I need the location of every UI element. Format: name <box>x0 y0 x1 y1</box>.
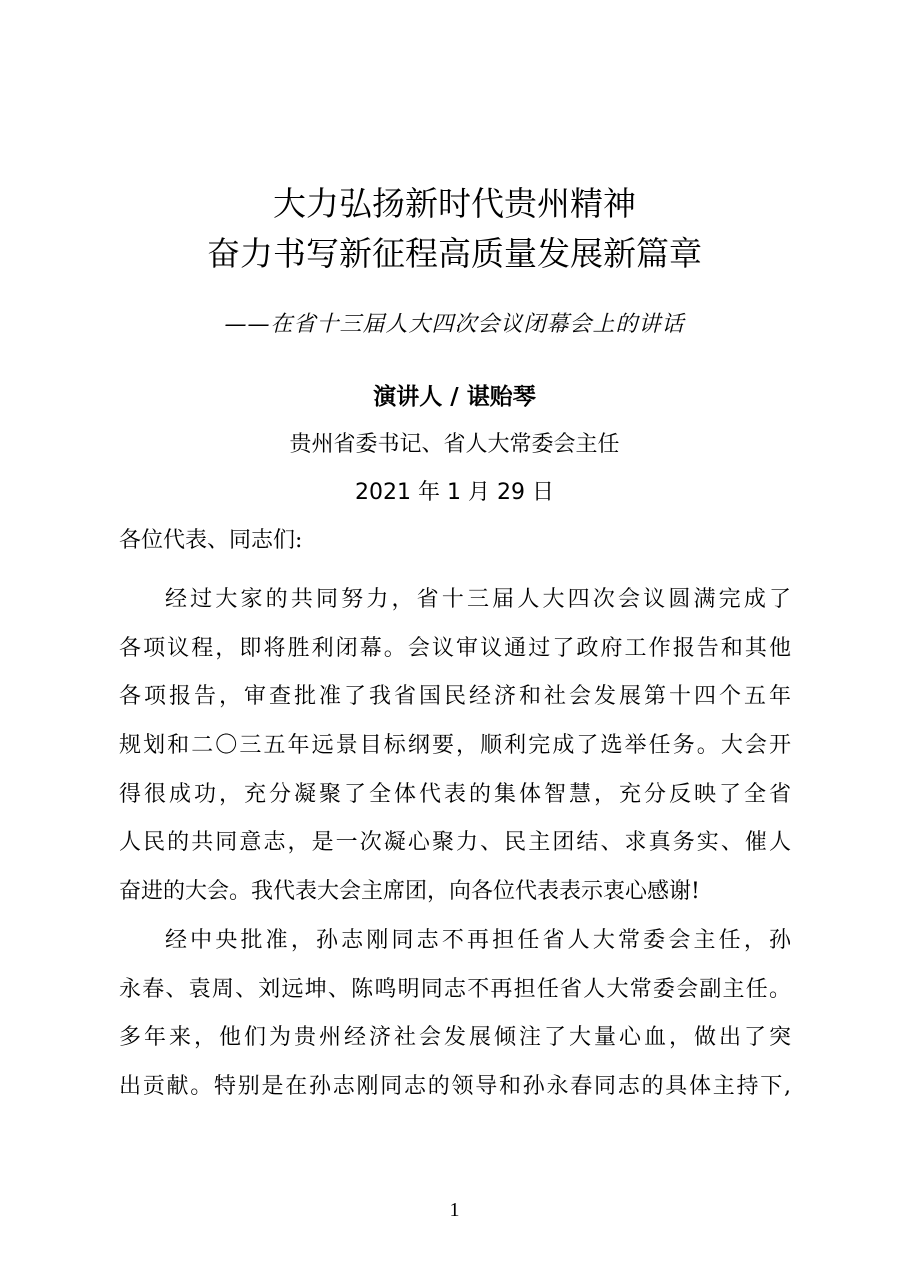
paragraph-line: 得很成功，充分凝聚了全体代表的集体智慧，充分反映了全省 <box>119 781 791 807</box>
paragraph-line: 奋进的大会。我代表大会主席团，向各位代表表示衷心感谢! <box>119 879 700 905</box>
speaker-position: 贵州省委书记、省人大常委会主任 <box>289 432 620 457</box>
paragraph-line: 永春、袁周、刘远坤、陈鸣明同志不再担任省人大常委会副主任。 <box>119 976 791 1002</box>
paragraph-line: 各项议程，即将胜利闭幕。会议审议通过了政府工作报告和其他 <box>119 635 791 661</box>
subtitle: ——在省十三届人大四次会议闭幕会上的讲话 <box>224 312 685 337</box>
greeting: 各位代表、同志们: <box>119 528 303 553</box>
speaker: 演讲人 / 谌贻琴 <box>373 384 536 410</box>
paragraph-line: 人民的共同意志，是一次凝心聚力、民主团结、求真务实、催人 <box>119 830 791 856</box>
paragraph-line: 各项报告，审查批准了我省国民经济和社会发展第十四个五年 <box>119 684 791 710</box>
paragraph-line: 经中央批准，孙志刚同志不再担任省人大常委会主任，孙 <box>165 928 791 953</box>
paragraph-2 <box>119 921 791 1116</box>
paragraph-line: 规划和二〇三五年远景目标纲要，顺利完成了选举任务。大会开 <box>119 733 791 759</box>
paragraph-1 <box>119 580 791 921</box>
page-number: 1 <box>449 1199 460 1221</box>
paragraph-line: 出贡献。特别是在孙志刚同志的领导和孙永春同志的具体主持下, <box>119 1074 791 1100</box>
title-line-1: 大力弘扬新时代贵州精神 <box>273 184 636 223</box>
paragraph-line: 多年来，他们为贵州经济社会发展倾注了大量心血，做出了突 <box>119 1025 791 1051</box>
title-line-2: 奋力书写新征程高质量发展新篇章 <box>207 234 702 273</box>
speech-date: 2021 年 1 月 29 日 <box>355 480 554 505</box>
paragraph-line: 经过大家的共同努力，省十三届人大四次会议圆满完成了 <box>165 587 791 612</box>
